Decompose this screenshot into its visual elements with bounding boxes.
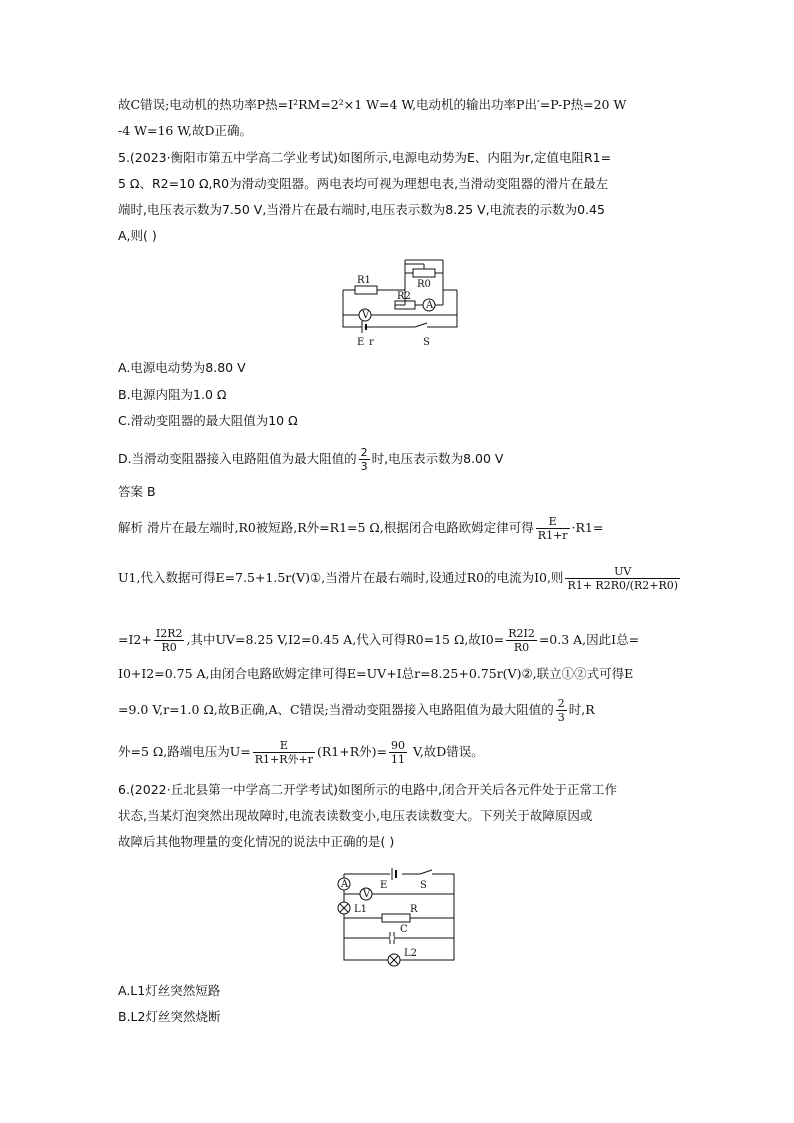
fraction-denominator: R0 bbox=[513, 641, 530, 654]
q5-stem-line-2: 5 Ω、R2=10 Ω,R0为滑动变阻器。两电表均可视为理想电表,当滑动变阻器的滑片在最左 bbox=[118, 176, 609, 191]
q5-analysis-line-3 bbox=[118, 627, 678, 654]
fraction-denominator: R1+R外+r bbox=[254, 753, 314, 766]
internal-resistance-label: r bbox=[369, 337, 374, 348]
voltmeter-label: V bbox=[363, 889, 371, 900]
fraction bbox=[556, 697, 567, 724]
q6-stem-line-2: 状态,当某灯泡突然出现故障时,电流表读数变小,电压表读数变大。下列关于故障原因或 bbox=[118, 808, 593, 823]
emf-label: E bbox=[380, 880, 388, 891]
text-segment: =9.0 V,r=1.0 Ω,故B正确,A、C错误;当滑动变阻器接入电路阻值为最大阻值的 bbox=[118, 702, 554, 717]
fraction-numerator: E bbox=[536, 515, 570, 529]
fraction bbox=[359, 446, 370, 473]
fraction-denominator: R1+ R2R0/(R2+R0) bbox=[567, 579, 679, 592]
r-label: R bbox=[410, 904, 418, 915]
fraction-numerator: 2 bbox=[360, 446, 368, 459]
fraction-numerator: E bbox=[253, 739, 315, 753]
q6-stem-line-1: 6.(2022·丘北县第一中学高二开学考试)如图所示的电路中,闭合开关后各元件处于正常工作 bbox=[118, 782, 617, 797]
fraction-denominator: R0 bbox=[161, 641, 177, 654]
r0-rheostat bbox=[413, 269, 435, 277]
q5-answer: 答案 B bbox=[118, 484, 156, 499]
resistor-r bbox=[382, 914, 410, 922]
emf-label: E bbox=[357, 337, 365, 348]
fraction bbox=[565, 565, 680, 592]
switch-label: S bbox=[420, 880, 427, 891]
q5-stem-line-1: 5.(2023·衡阳市第五中学高二学业考试)如图所示,电源电动势为E、内阻为r,定值电阻R1= bbox=[118, 150, 612, 165]
prev-answer-line-1: 故C错误;电动机的热功率P热=I²RM=2²×1 W=4 W,电动机的输出功率P出′=P-P热=20 W bbox=[118, 97, 627, 112]
switch-label: S bbox=[423, 337, 430, 348]
prev-answer-line-2: -4 W=16 W,故D正确。 bbox=[118, 123, 253, 138]
r1-resistor bbox=[355, 286, 377, 294]
q5-option-d-post: 时,电压表示数为8.00 V bbox=[371, 451, 504, 466]
text-segment: (R1+R外)= bbox=[317, 744, 387, 759]
text-segment: =I2+ bbox=[118, 632, 152, 647]
q5-option-d-pre: D.当滑动变阻器接入电路阻值为最大阻值的 bbox=[118, 451, 357, 466]
fraction bbox=[154, 627, 185, 654]
fraction-numerator: 2 bbox=[557, 697, 565, 710]
q5-option-a: A.电源电动势为8.80 V bbox=[118, 360, 246, 375]
fraction-numerator: R2I2 bbox=[508, 627, 535, 640]
fraction-numerator: UV bbox=[565, 565, 680, 579]
fraction bbox=[536, 515, 570, 542]
r2-label: R2 bbox=[397, 291, 411, 302]
fraction-numerator: I2R2 bbox=[155, 627, 183, 640]
r0-label: R0 bbox=[417, 279, 431, 290]
q5-option-b: B.电源内阻为1.0 Ω bbox=[118, 387, 227, 402]
text-segment: 时,R bbox=[568, 702, 595, 717]
fraction-numerator: 90 bbox=[391, 739, 405, 752]
ammeter-label: A bbox=[341, 879, 349, 890]
ammeter-label: A bbox=[426, 300, 434, 311]
voltmeter-label: V bbox=[362, 310, 370, 321]
text-segment: U1,代入数据可得E=7.5+1.5r(V)①,当滑片在最右端时,设通过R0的电流为I0,则 bbox=[118, 570, 564, 585]
l1-label: L1 bbox=[354, 904, 368, 915]
fraction bbox=[389, 739, 407, 766]
q5-stem-line-3: 端时,电压表示数为7.50 V,当滑片在最右端时,电压表示数为8.25 V,电流表的示数为0.45 bbox=[118, 202, 605, 217]
q5-analysis-line-5 bbox=[118, 697, 678, 724]
l2-label: L2 bbox=[404, 948, 418, 959]
q6-circuit-diagram bbox=[330, 860, 465, 970]
q6-option-a: A.L1灯丝突然短路 bbox=[118, 983, 221, 998]
fraction-denominator: R1+r bbox=[537, 529, 568, 542]
c-label: C bbox=[400, 924, 408, 935]
q5-analysis-line-2 bbox=[118, 565, 678, 592]
text-segment: ·R1= bbox=[571, 520, 604, 535]
q5-analysis-line-4: I0+I2=0.75 A,由闭合电路欧姆定律可得E=UV+I总r=8.25+0.75r(V)②,联立①②式可得E bbox=[118, 666, 634, 681]
q5-analysis-line-6 bbox=[118, 739, 678, 766]
fraction-denominator: 3 bbox=[360, 460, 368, 473]
fraction-denominator: 11 bbox=[391, 753, 405, 766]
text-segment: V,故D错误。 bbox=[409, 744, 484, 759]
fraction bbox=[506, 627, 537, 654]
fraction-denominator: 3 bbox=[557, 711, 565, 724]
text-segment: ,其中UV=8.25 V,I2=0.45 A,代入可得R0=15 Ω,故I0= bbox=[186, 632, 505, 647]
fraction bbox=[253, 739, 315, 766]
q5-stem-line-4: A,则( ) bbox=[118, 228, 157, 243]
q5-option-c: C.滑动变阻器的最大阻值为10 Ω bbox=[118, 413, 298, 428]
r1-label: R1 bbox=[357, 275, 371, 286]
text-segment: =0.3 A,因此I总= bbox=[538, 632, 640, 647]
q6-option-b: B.L2灯丝突然烧断 bbox=[118, 1009, 221, 1024]
text-segment: 外=5 Ω,路端电压为U= bbox=[118, 744, 251, 759]
q5-circuit-diagram bbox=[335, 255, 465, 350]
text-segment: 解析 滑片在最左端时,R0被短路,R外=R1=5 Ω,根据闭合电路欧姆定律可得 bbox=[118, 520, 534, 535]
q6-stem-line-3: 故障后其他物理量的变化情况的说法中正确的是( ) bbox=[118, 834, 395, 849]
q5-option-d bbox=[118, 446, 503, 473]
q5-analysis-line-1 bbox=[118, 515, 678, 542]
